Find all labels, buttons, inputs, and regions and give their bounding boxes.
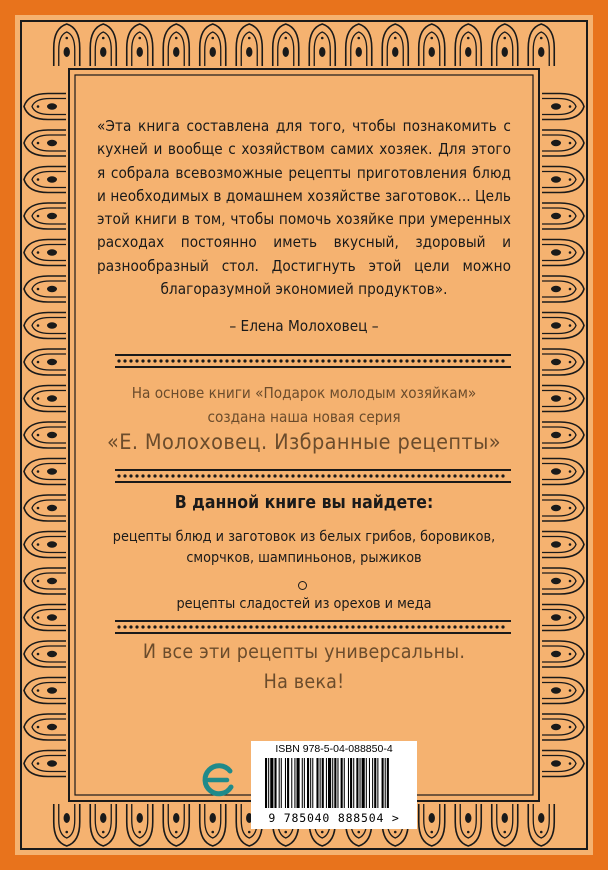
cover-panel [15, 15, 593, 855]
find-item-2: рецепты сладостей из орехов и меда [176, 596, 432, 612]
closing-text [97, 637, 511, 697]
find-item-1-line-1: рецепты блюд и заготовок из белых грибов, боровиков, [112, 529, 496, 545]
closing-line-2: На века! [263, 670, 345, 693]
intro-line-1: На основе книги «Подарок молодым хозяйкам» [131, 384, 477, 402]
barcode-box [251, 741, 417, 829]
isbn-text: ISBN 978-5-04-088850-4 [275, 743, 393, 755]
series-title: «Е. Молоховец. Избранные рецепты» [107, 430, 501, 455]
intro-line-2: создана наша новая серия [207, 408, 401, 426]
barcode-bars [251, 758, 417, 810]
quote-text: «Эта книга составлена для того, чтобы познакомить с кухней и вообще с хозяйством самих хозяек. Для этого я собрала всевозможные рецепты приготовления блюд и необходимых в домашнем хозяйстве заготовок... Цель этой книги в том, чтобы помочь хозяйке при умеренных расходах постоянно иметь вкусный, здоровый и разнообразный стол. Достигнуть этой цели можно благоразумной экономией продуктов». [97, 117, 511, 299]
divider-middle [115, 468, 511, 484]
bullet-circle-icon [298, 581, 307, 590]
find-item-1-line-2: сморчков, шампиньонов, рыжиков [186, 550, 422, 566]
content-area [97, 97, 511, 773]
eksmo-logo-icon [200, 762, 236, 798]
closing-line-1: И все эти рецепты универсальны. [142, 640, 466, 663]
find-title: В данной книге вы найдете: [174, 493, 434, 513]
barcode-digits: 9 785040 888504 > [268, 811, 400, 825]
divider-bottom [115, 619, 511, 635]
divider-top [115, 353, 511, 369]
quote-author: – Елена Молоховец – [229, 317, 379, 335]
